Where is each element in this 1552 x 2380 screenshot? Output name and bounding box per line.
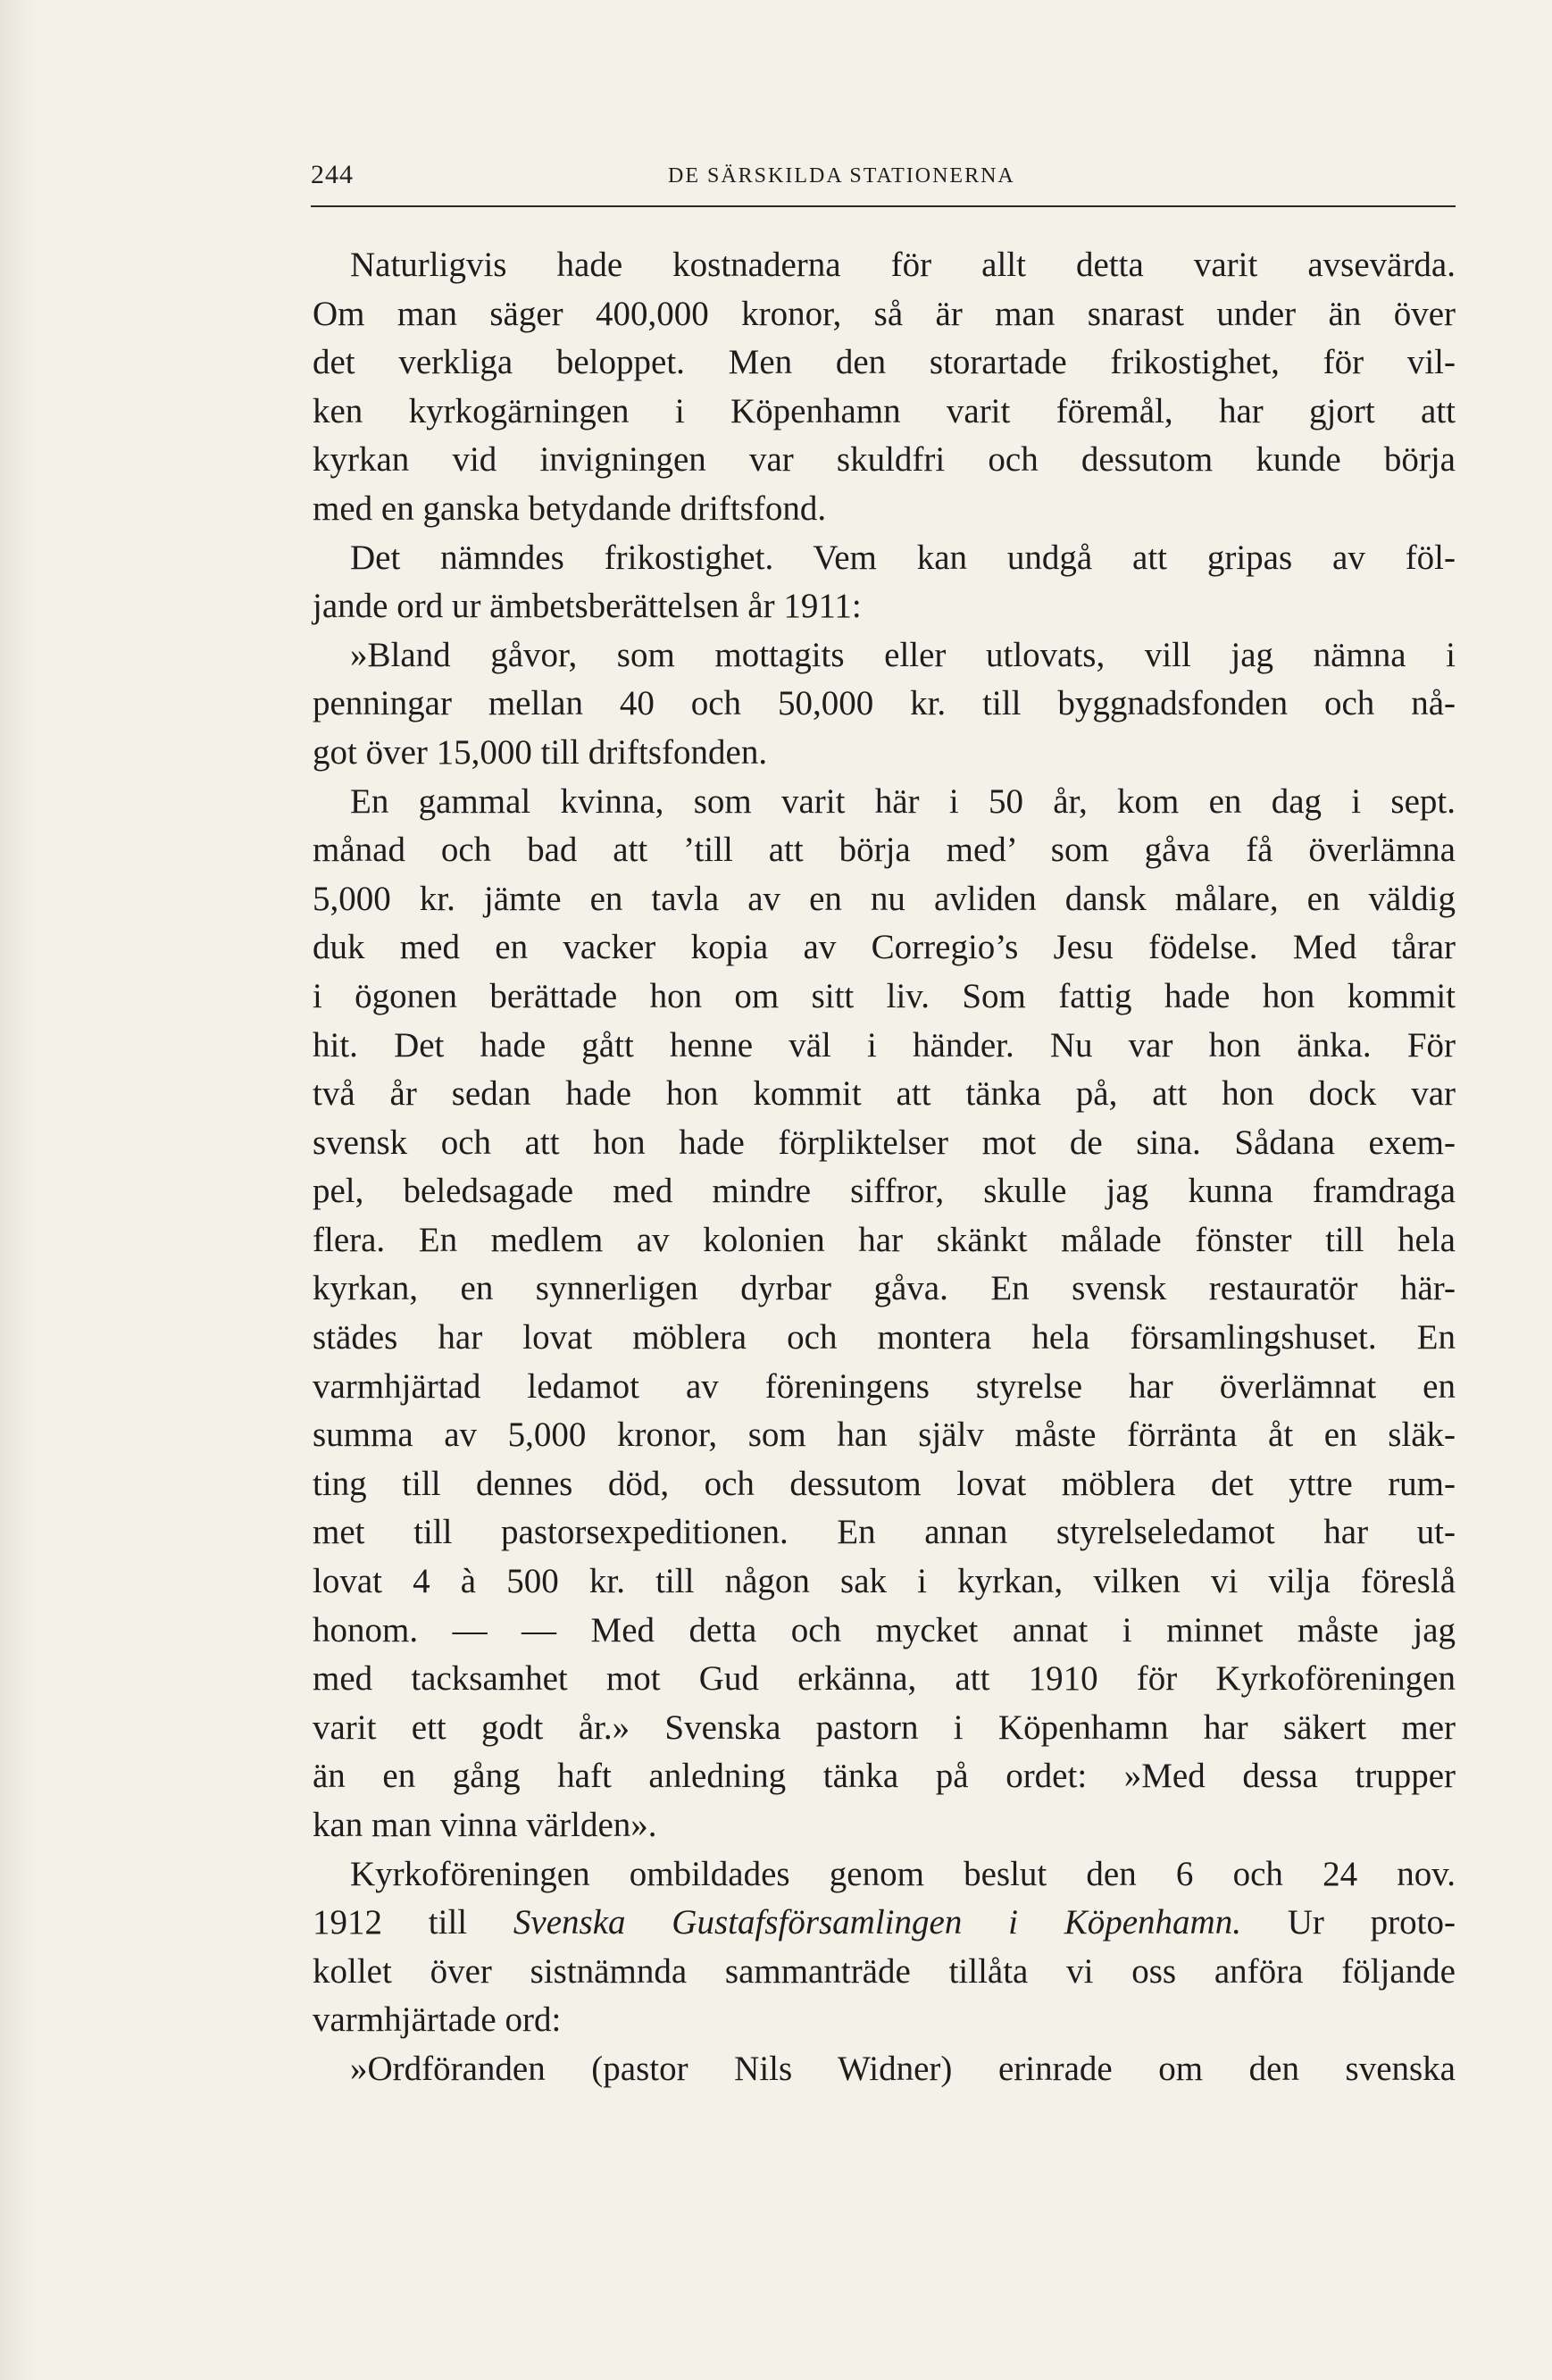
text-line: kyrkan vid invigningen var skuldfri och dessutom kunde börja — [313, 440, 1456, 480]
text-line: En gammal kvinna, som varit här i 50 år, kom en dag i sept. — [350, 781, 1456, 821]
text-line: varit ett godt år.» Svenska pastorn i Köpenhamn har säkert mer — [313, 1708, 1456, 1747]
body-text — [313, 241, 1456, 2094]
text-line: ting till dennes död, och dessutom lovat möblera det yttre rum- — [313, 1464, 1456, 1503]
text-line: »Ordföranden (pastor Nils Widner) erinrade om den svenska — [350, 2049, 1456, 2088]
text-line: Kyrkoföreningen ombildades genom beslut den 6 och 24 nov. — [350, 1854, 1456, 1893]
text-line: Naturligvis hade kostnaderna för allt detta varit avsevärda. — [350, 246, 1456, 284]
page-edge-shadow — [0, 0, 36, 2380]
text-line: duk med en vacker kopia av Corregio’s Jesu födelse. Med tårar — [313, 928, 1456, 967]
text-line: varmhjärtade ord: — [313, 2000, 562, 2040]
text-line: med tacksamhet mot Gud erkänna, att 1910 för Kyrkoföreningen — [313, 1659, 1456, 1699]
running-title: DE SÄRSKILDA STATIONERNA — [668, 164, 1015, 188]
text-line-segment: 1912 till — [313, 1903, 513, 1942]
text-line: hit. Det hade gått henne väl i händer. Nu var hon änka. För — [313, 1025, 1456, 1065]
text-line: honom. — — Med detta och mycket annat i minnet måste jag — [313, 1610, 1456, 1649]
text-line: lovat 4 à 500 kr. till någon sak i kyrkan, vilken vi vilja föreslå — [313, 1562, 1456, 1601]
text-line: got över 15,000 till driftsfonden. — [313, 732, 768, 772]
text-line: med en ganska betydande driftsfond. — [313, 489, 827, 528]
text-line: svensk och att hon hade förpliktelser mot de sina. Sådana exem- — [313, 1123, 1456, 1162]
text-line: met till pastorsexpeditionen. En annan styrelseledamot har ut- — [313, 1513, 1456, 1552]
text-line: än en gång haft anledning tänka på ordet: »Med dessa trupper — [313, 1757, 1456, 1796]
text-line — [313, 1899, 1456, 1948]
text-line-segment: Ur proto- — [1240, 1903, 1456, 1942]
page-number: 244 — [311, 160, 354, 189]
text-line: pel, beledsagade med mindre siffror, skulle jag kunna framdraga — [313, 1172, 1456, 1211]
text-line: varmhjärtad ledamot av föreningens styrelse har överlämnat en — [313, 1366, 1456, 1406]
text-line: det verkliga beloppet. Men den storartade frikostighet, för vil- — [313, 343, 1456, 382]
italic-title: Svenska Gustafsförsamlingen i Köpenhamn. — [513, 1903, 1241, 1942]
text-line: kan man vinna världen». — [313, 1806, 657, 1844]
text-line: städes har lovat möblera och montera hela församlingshuset. En — [313, 1318, 1456, 1357]
text-line: Om man säger 400,000 kronor, så är man snarast under än över — [313, 294, 1456, 333]
text-line: Det nämndes frikostighet. Vem kan undgå att gripas av föl- — [350, 538, 1456, 577]
text-line: ken kyrkogärningen i Köpenhamn varit föremål, har gjort att — [313, 391, 1456, 430]
text-line: flera. En medlem av kolonien har skänkt målade fönster till hela — [313, 1220, 1456, 1259]
text-line: »Bland gåvor, som mottagits eller utlovats, vill jag nämna i — [350, 635, 1456, 674]
text-line: penningar mellan 40 och 50,000 kr. till byggnadsfonden och nå- — [313, 684, 1456, 723]
text-line: jande ord ur ämbetsberättelsen år 1911: — [313, 587, 862, 626]
page-header — [311, 159, 1456, 207]
text-line: kollet över sistnämnda sammanträde tillåta vi oss anföra följande — [313, 1951, 1456, 1991]
text-line: två år sedan hade hon kommit att tänka på, att hon dock var — [313, 1074, 1456, 1114]
text-line: 5,000 kr. jämte en tavla av en nu avliden dansk målare, en väldig — [313, 879, 1456, 918]
text-line: i ögonen berättade hon om sitt liv. Som fattig hade hon kommit — [313, 976, 1456, 1015]
text-line: kyrkan, en synnerligen dyrbar gåva. En svensk restauratör här- — [313, 1269, 1456, 1308]
text-line: månad och bad att ’till att börja med’ som gåva få överlämna — [313, 831, 1456, 870]
text-line: summa av 5,000 kronor, som han själv måste förränta åt en släk- — [313, 1415, 1456, 1455]
